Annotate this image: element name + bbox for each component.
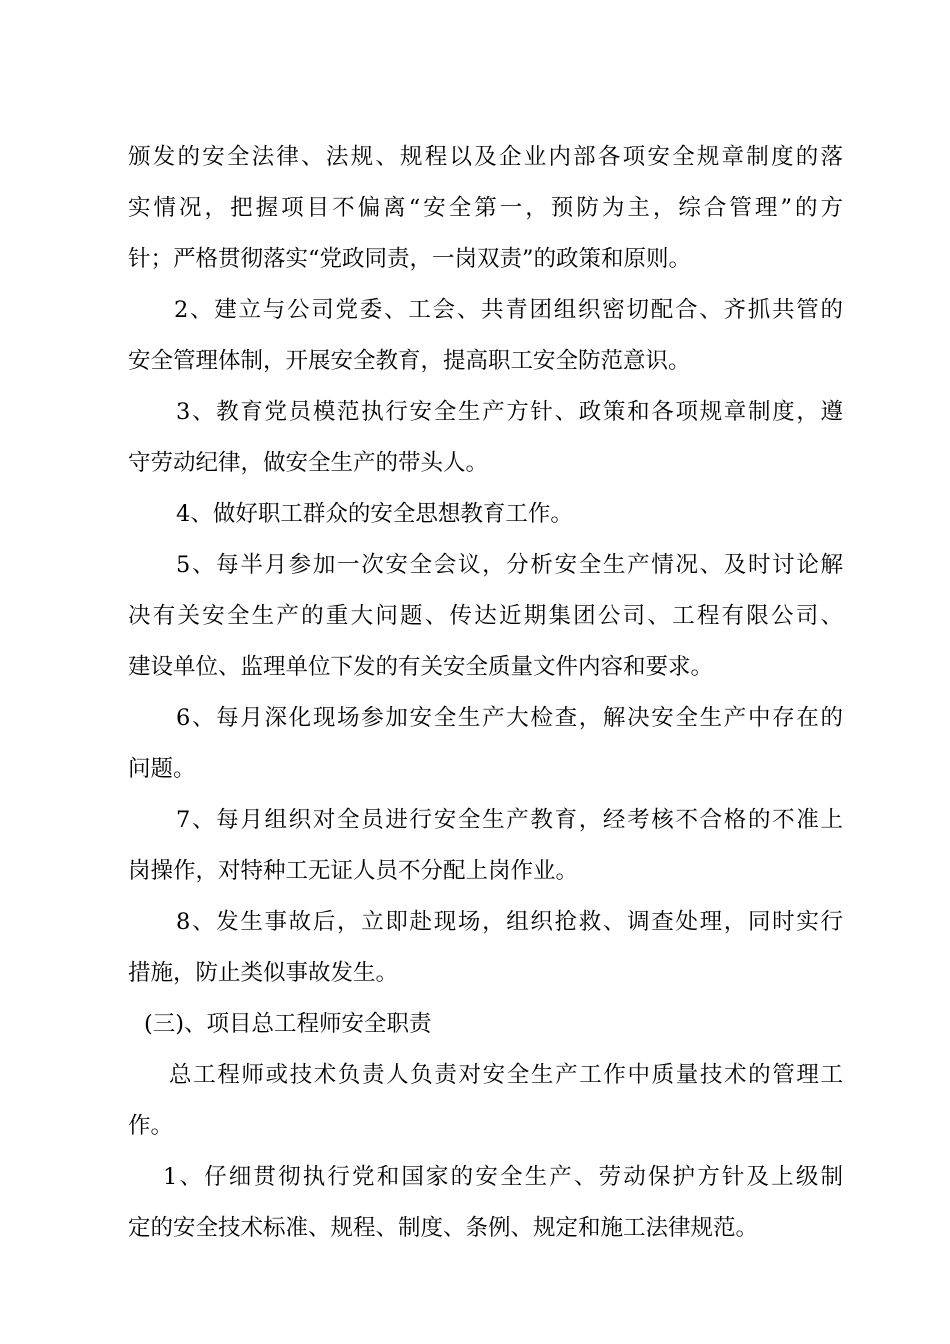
text-line: 4、做好职工群众的安全思想教育工作。	[176, 501, 573, 527]
text-line: 针；严格贯彻落实“党政同责，一岗双责”的政策和原则。	[128, 246, 692, 272]
text-line: 6、每月深化现场参加安全生产大检查，解决安全生产中存在的	[176, 705, 843, 731]
text-line: 7、每月组织对全员进行安全生产教育，经考核不合格的不准上	[176, 807, 843, 833]
text-line: 作。	[128, 1113, 174, 1139]
text-line: 8、发生事故后，立即赴现场，组织抢救、调查处理，同时实行	[176, 909, 843, 935]
text-line: 5、每半月参加一次安全会议，分析安全生产情况、及时讨论解	[176, 552, 843, 578]
text-line: 定的安全技术标准、规程、制度、条例、规定和施工法律规范。	[128, 1215, 759, 1241]
text-line: 安全管理体制，开展安全教育，提高职工安全防范意识。	[128, 348, 691, 374]
text-line: 颁发的安全法律、法规、规程以及企业内部各项安全规章制度的落	[128, 144, 843, 170]
text-line: 决有关安全生产的重大问题、传达近期集团公司、工程有限公司、	[128, 603, 843, 629]
text-line: 总工程师或技术负责人负责对安全生产工作中质量技术的管理工	[169, 1062, 843, 1088]
document-body	[128, 132, 843, 1254]
text-line: 3、教育党员模范执行安全生产方针、政策和各项规章制度，遵	[176, 399, 843, 425]
text-line: 2、建立与公司党委、工会、共青团组织密切配合、齐抓共管的	[174, 297, 843, 323]
text-line: 问题。	[128, 756, 196, 782]
text-line: 实情况，把握项目不偏离“安全第一，预防为主，综合管理”的方	[128, 195, 843, 221]
text-line: 建设单位、监理单位下发的有关安全质量文件内容和要求。	[128, 654, 714, 680]
text-line: 守劳动纪律，做安全生产的带头人。	[128, 450, 489, 476]
section-heading: (三)、项目总工程师安全职责	[144, 1011, 432, 1037]
text-line: 1、仔细贯彻执行党和国家的安全生产、劳动保护方针及上级制	[163, 1164, 843, 1190]
text-line: 岗操作，对特种工无证人员不分配上岗作业。	[128, 858, 579, 884]
text-line: 措施，防止类似事故发生。	[128, 960, 399, 986]
